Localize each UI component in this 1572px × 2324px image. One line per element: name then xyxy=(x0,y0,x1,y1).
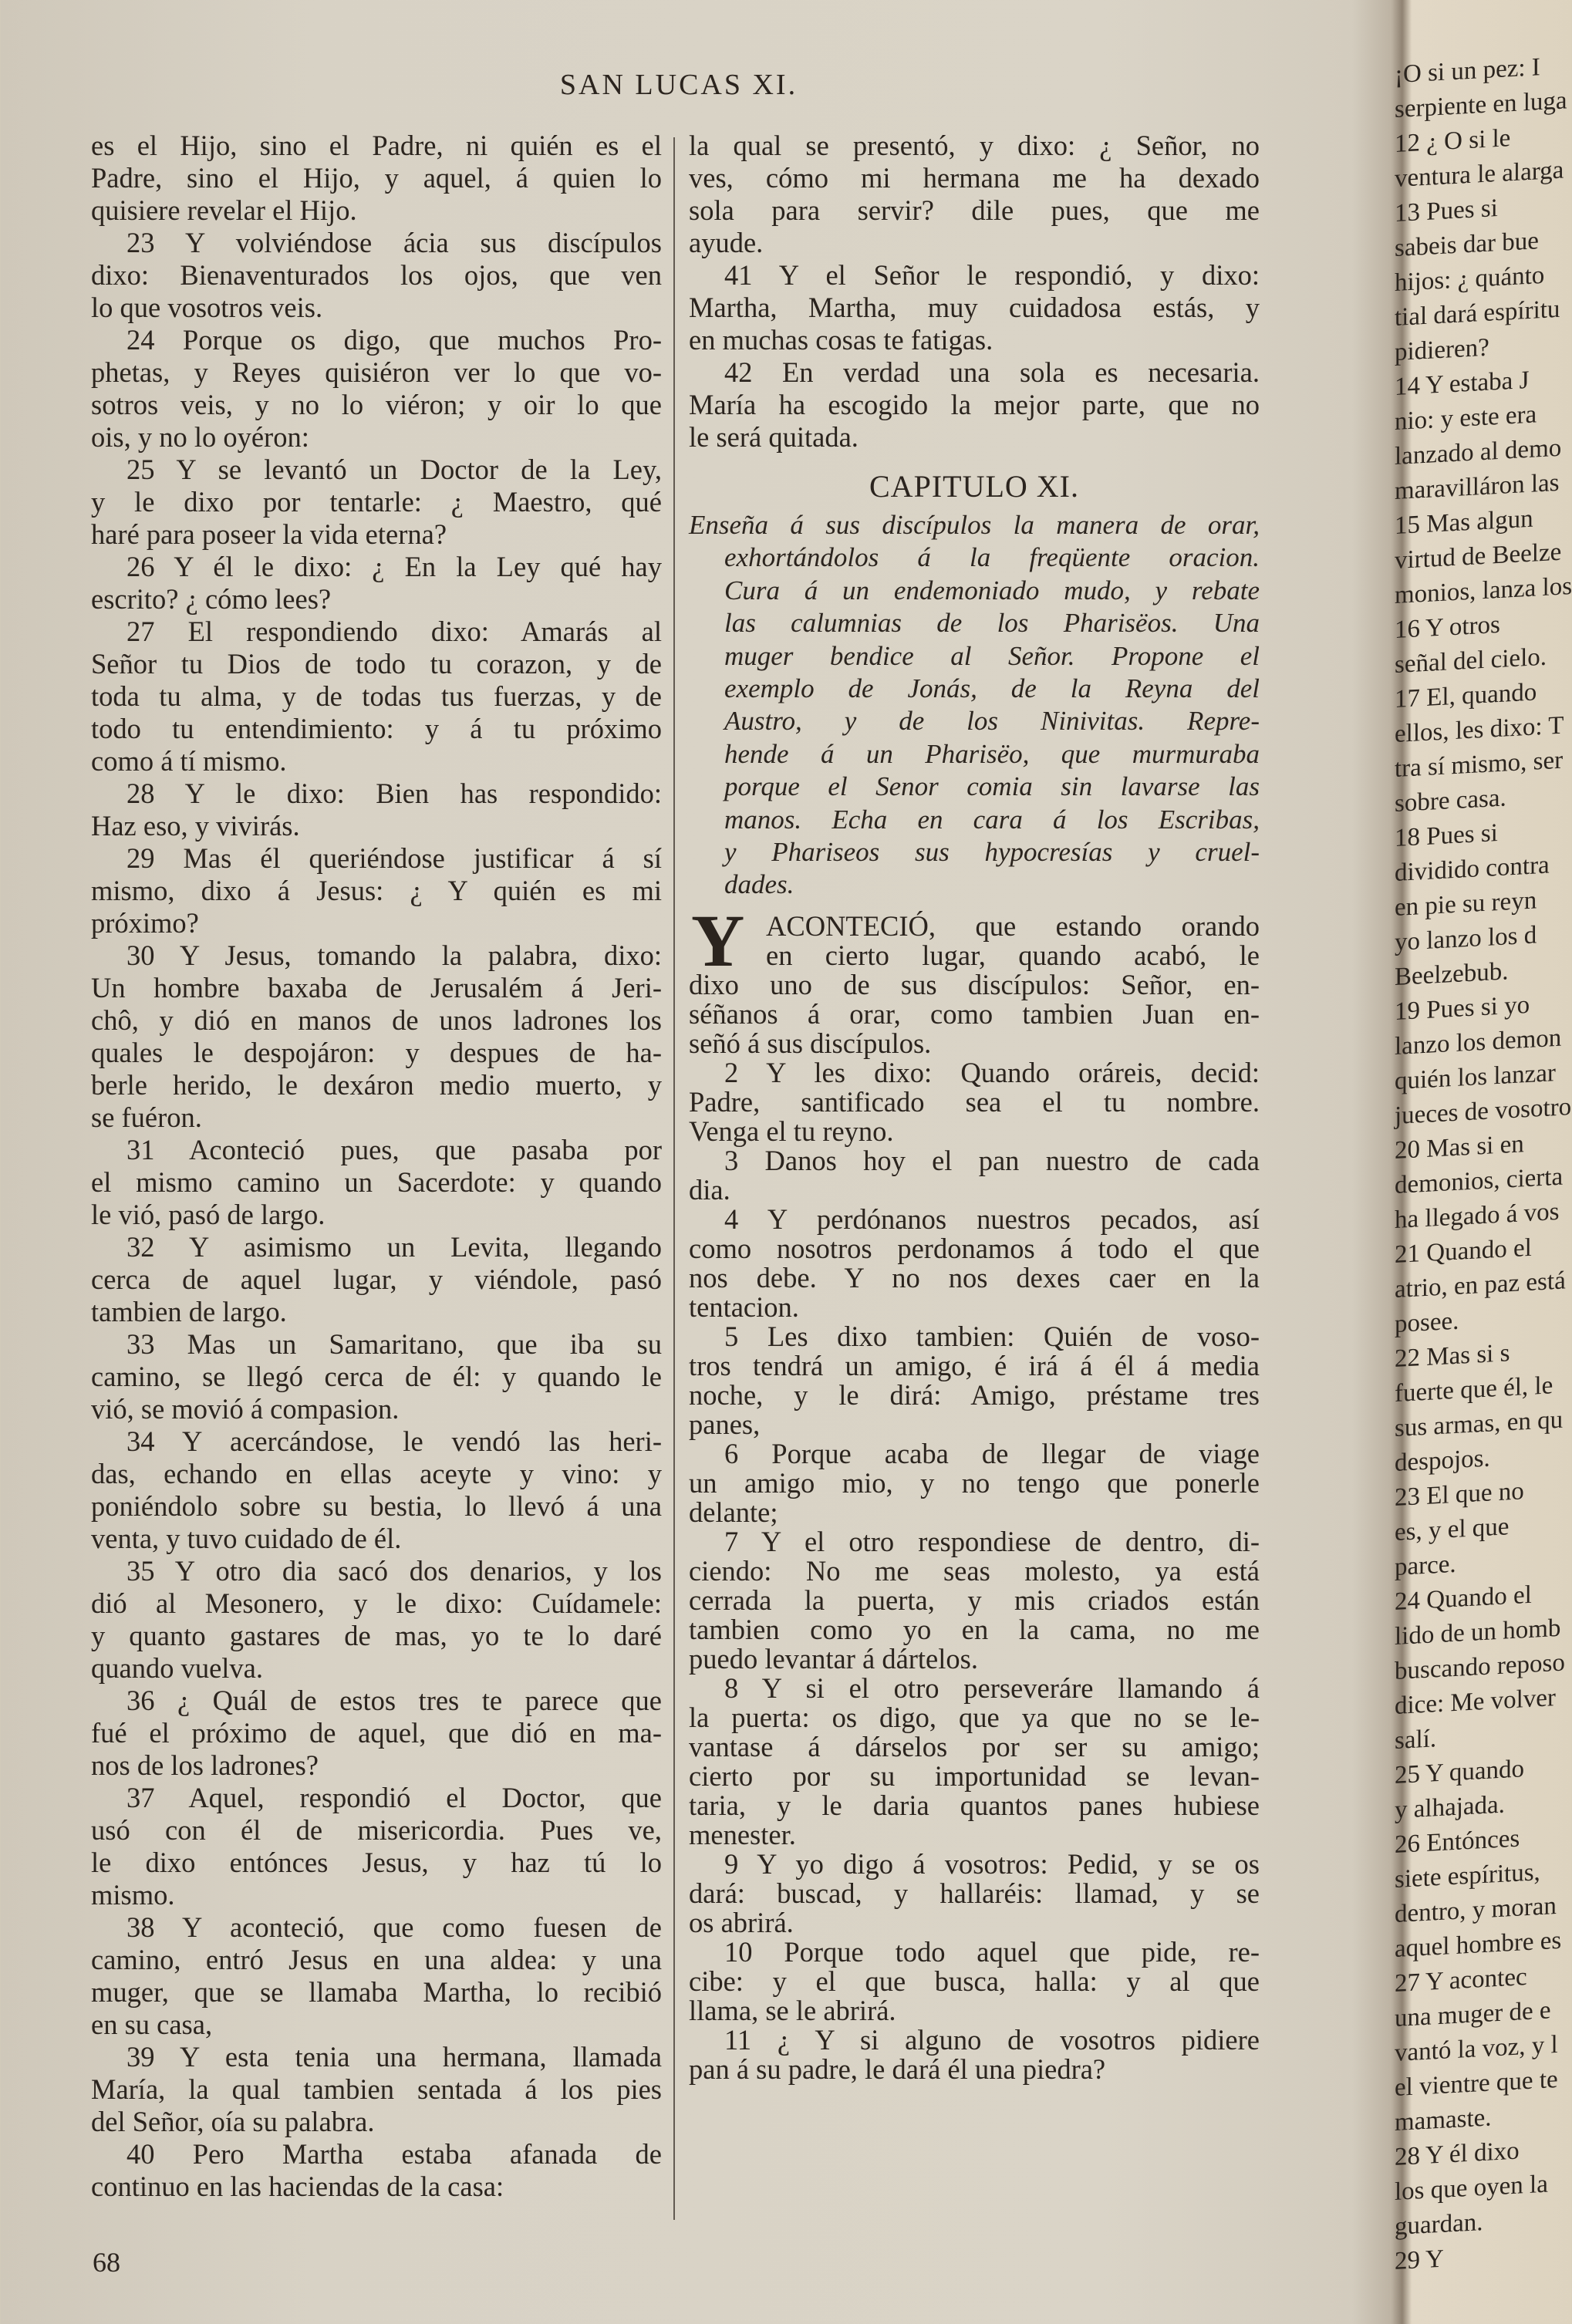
right-column-main-text xyxy=(689,899,1260,2085)
summary-line: exhortándolos á la freqüente oracion. xyxy=(724,542,1260,573)
text-line: camino, entró Jesus en una aldea: y una xyxy=(91,1944,662,1975)
text-line: 24 Porque os digo, que muchos Pro- xyxy=(127,324,662,356)
text-line: mismo. xyxy=(91,1879,175,1911)
facing-page-line: pidieren? xyxy=(1395,333,1489,367)
text-line: y le dixo por tentarle: ¿ Maestro, qué xyxy=(91,486,662,518)
text-line: os abrirá. xyxy=(689,1907,794,1938)
text-line: 33 Mas un Samaritano, que iba su xyxy=(127,1328,662,1360)
facing-page-line: hijos: ¿ quánto xyxy=(1395,261,1545,298)
facing-page-line: siete espíritus, xyxy=(1395,1858,1540,1894)
facing-page-line: una muger de e xyxy=(1395,1996,1551,2033)
text-line: taria, y le daria quantos panes hubiese xyxy=(689,1789,1260,1821)
text-line: un amigo mio, y no tengo que ponerle xyxy=(689,1467,1260,1499)
text-line: María, la qual tambien sentada á los pies xyxy=(91,2073,662,2105)
facing-page-line: ¡O si un pez: I xyxy=(1395,53,1540,89)
text-line: 35 Y otro dia sacó dos denarios, y los xyxy=(127,1555,662,1587)
text-line: le será quitada. xyxy=(689,421,859,453)
text-line: haré para poseer la vida eterna? xyxy=(91,518,447,550)
text-line: toda tu alma, y de todas tus fuerzas, y de xyxy=(91,680,662,712)
text-line: dará: buscad, y hallaréis: llamad, y se xyxy=(689,1877,1260,1909)
text-line: escrito? ¿ cómo lees? xyxy=(91,583,332,615)
text-line: phetas, y Reyes quisiéron ver lo que vo- xyxy=(91,356,662,388)
facing-page-line: parce. xyxy=(1395,1550,1456,1582)
text-line: cerrada la puerta, y mis criados están xyxy=(689,1584,1260,1616)
text-line: lo que vosotros veis. xyxy=(91,292,323,323)
facing-page-line: lido de un homb xyxy=(1395,1614,1561,1651)
opening-line: dixo uno de sus discípulos: Señor, en- xyxy=(689,969,1260,1000)
text-line: fué el próximo de aquel, que dió en ma- xyxy=(91,1717,662,1749)
text-line: 41 Y el Señor le respondió, y dixo: xyxy=(724,259,1260,291)
text-line: 29 Mas él queriéndose justificar á sí xyxy=(127,842,662,874)
summary-line: Austro, y de los Ninivitas. Repre- xyxy=(724,706,1260,737)
text-line: ciendo: No me seas molesto, ya está xyxy=(689,1555,1260,1587)
text-line: 40 Pero Martha estaba afanada de xyxy=(127,2138,662,2170)
text-line: 5 Les dixo tambien: Quién de voso- xyxy=(724,1321,1260,1352)
text-line: 11 ¿ Y si alguno de vosotros pidiere xyxy=(724,2024,1260,2056)
facing-page-line: monios, lanza los xyxy=(1395,572,1572,610)
facing-page-line: posee. xyxy=(1395,1307,1459,1339)
text-line: poniéndolo sobre su bestia, lo llevó á una xyxy=(91,1490,662,1522)
facing-page-line: en pie su reyn xyxy=(1395,886,1537,923)
text-line: nos de los ladrones? xyxy=(91,1749,319,1781)
facing-page-line: mamaste. xyxy=(1395,2103,1492,2137)
text-line: se fuéron. xyxy=(91,1101,202,1133)
facing-page-line: 26 Entónces xyxy=(1395,1824,1520,1860)
facing-page-line: lanzado al demo xyxy=(1395,433,1562,471)
opening-line: en cierto lugar, quando acabó, le xyxy=(766,939,1260,971)
text-line: venta, y tuvo cuidado de él. xyxy=(91,1523,402,1554)
facing-page-line: sus armas, en qu xyxy=(1395,1405,1564,1443)
text-line: sola para servir? dile pues, que me xyxy=(689,194,1260,226)
facing-page-line: ellos, les dixo: T xyxy=(1395,711,1564,749)
facing-page-line: demonios, cierta xyxy=(1395,1162,1564,1200)
facing-page-line: es, y el que xyxy=(1395,1513,1510,1547)
facing-page-line: ha llegado á vos xyxy=(1395,1197,1560,1235)
facing-page-line: 19 Pues si yo xyxy=(1395,990,1530,1027)
facing-page-line: 28 Y él dixo xyxy=(1395,2137,1520,2172)
facing-page-line: 12 ¿ O si le xyxy=(1395,124,1511,159)
facing-page-line: 17 El, quando xyxy=(1395,678,1537,714)
text-line: llama, se le abrirá. xyxy=(689,1995,896,2026)
text-line: le vió, pasó de largo. xyxy=(91,1199,326,1230)
text-line: muger, que se llamaba Martha, lo recibió xyxy=(91,1976,662,2008)
facing-page-line: 23 El que no xyxy=(1395,1477,1524,1513)
text-line: en su casa, xyxy=(91,2009,213,2040)
facing-page-line: ventura le alarga xyxy=(1395,156,1564,194)
opening-line: séñanos á orar, como tambien Juan en- xyxy=(689,998,1260,1030)
text-line: quisiere revelar el Hijo. xyxy=(91,194,357,226)
text-line: Padre, santificado sea el tu nombre. xyxy=(689,1086,1260,1118)
left-text-column xyxy=(91,130,662,2203)
text-line: 38 Y aconteció, que como fuesen de xyxy=(127,1911,662,1943)
text-line: la puerta: os digo, que ya que no se le- xyxy=(689,1702,1260,1733)
facing-page-line: salí. xyxy=(1395,1725,1437,1756)
text-line: 42 En verdad una sola es necesaria. xyxy=(724,356,1260,388)
facing-page-line: 16 Y otros xyxy=(1395,610,1500,645)
facing-page-line: Beelzebub. xyxy=(1395,957,1509,992)
summary-line: Cura á un endemoniado mudo, y rebate xyxy=(724,575,1260,605)
text-line: todo tu entendimiento: y á tu próximo xyxy=(91,713,662,744)
facing-page-edge xyxy=(1395,50,1572,2324)
text-line: camino, se llegó cerca de él: y quando le xyxy=(91,1361,662,1392)
text-line: chô, y dió en manos de unos ladrones los xyxy=(91,1004,662,1036)
opening-line: ACONTECIÓ, que estando orando xyxy=(766,910,1260,942)
facing-page-line: atrio, en paz está xyxy=(1395,1267,1566,1304)
facing-page-line: despojos. xyxy=(1395,1444,1490,1478)
facing-page-line: 13 Pues si xyxy=(1395,194,1498,228)
text-line: 31 Aconteció pues, que pasaba por xyxy=(127,1134,662,1165)
facing-page-line: 27 Y acontec xyxy=(1395,1963,1527,1999)
facing-page-line: yo lanzo los d xyxy=(1395,921,1537,957)
text-line: 2 Y les dixo: Quando oráreis, decid: xyxy=(724,1057,1260,1088)
text-line: sotros veis, y no lo viéron; y oir lo que xyxy=(91,389,662,420)
text-line: tros tendrá un amigo, é irá á él á media xyxy=(689,1350,1260,1381)
text-line: noche, y le dirá: Amigo, préstame tres xyxy=(689,1379,1260,1411)
text-line: Padre, sino el Hijo, y aquel, á quien lo xyxy=(91,162,662,194)
text-line: María ha escogido la mejor parte, que no xyxy=(689,389,1260,420)
right-column-top-text xyxy=(689,130,1260,454)
text-line: dixo: Bienaventurados los ojos, que ven xyxy=(91,259,662,291)
facing-page-line: y alhajada. xyxy=(1395,1790,1505,1825)
text-line: próximo? xyxy=(91,907,199,939)
text-line: pan á su padre, le dará él una piedra? xyxy=(689,2053,1106,2085)
text-line: Señor tu Dios de todo tu corazon, y de xyxy=(91,648,662,680)
opening-line: señó á sus discípulos. xyxy=(689,1027,932,1059)
text-line: 9 Y yo digo á vosotros: Pedid, y se os xyxy=(724,1848,1260,1880)
text-line: Martha, Martha, muy cuidadosa estás, y xyxy=(689,292,1260,323)
facing-page-line: guardan. xyxy=(1395,2208,1483,2241)
summary-line: dades. xyxy=(724,869,794,900)
text-line: 36 ¿ Quál de estos tres te parece que xyxy=(127,1685,662,1716)
text-line: cerca de aquel lugar, y viéndole, pasó xyxy=(91,1263,662,1295)
text-line: tambien de largo. xyxy=(91,1296,287,1327)
summary-line: manos. Echa en cara á los Escribas, xyxy=(724,804,1260,835)
text-line: la qual se presentó, y dixo: ¿ Señor, no xyxy=(689,130,1260,161)
text-line: quando vuelva. xyxy=(91,1652,263,1684)
facing-page-line: sobre casa. xyxy=(1395,784,1506,818)
text-line: del Señor, oía su palabra. xyxy=(91,2106,375,2137)
text-line: puedo levantar á dártelos. xyxy=(689,1643,978,1675)
text-line: berle herido, le dexáron medio muerto, y xyxy=(91,1069,662,1101)
page-number: 68 xyxy=(93,2247,120,2278)
chapter-summary xyxy=(689,509,1260,902)
text-line: cibe: y el que busca, halla: y al que xyxy=(689,1965,1260,1997)
facing-page-line: quién los lanzar xyxy=(1395,1059,1556,1096)
text-line: tentacion. xyxy=(689,1291,799,1323)
text-line: delante; xyxy=(689,1496,778,1528)
text-line: dió al Mesonero, y le dixo: Cuídamele: xyxy=(91,1587,662,1619)
text-line: 32 Y asimismo un Levita, llegando xyxy=(127,1231,662,1263)
text-line: 23 Y volviéndose ácia sus discípulos xyxy=(127,227,662,258)
text-line: panes, xyxy=(689,1408,761,1440)
facing-page-line: los que oyen la xyxy=(1395,2170,1548,2207)
summary-line: y Phariseos sus hypocresías y cruel- xyxy=(724,836,1260,867)
text-line: ayude. xyxy=(689,227,764,258)
facing-page-line: buscando reposo xyxy=(1395,1648,1565,1686)
text-line: 3 Danos hoy el pan nuestro de cada xyxy=(724,1145,1260,1176)
chapter-heading: CAPITULO XI. xyxy=(869,469,1079,504)
text-line: 25 Y se levantó un Doctor de la Ley, xyxy=(127,454,662,485)
facing-page-line: tra sí mismo, ser xyxy=(1395,746,1564,784)
text-line: le dixo entónces Jesus, y haz tú lo xyxy=(91,1847,662,1878)
summary-line: las calumnias de los Pharisëos. Una xyxy=(724,608,1260,639)
facing-page-line: fuerte que él, le xyxy=(1395,1371,1553,1408)
text-line: 37 Aquel, respondió el Doctor, que xyxy=(127,1782,662,1813)
text-line: 30 Y Jesus, tomando la palabra, dixo: xyxy=(127,939,662,971)
text-line: cierto por su importunidad se levan- xyxy=(689,1760,1260,1792)
text-line: 26 Y él le dixo: ¿ En la Ley qué hay xyxy=(127,551,662,582)
text-line: nos debe. Y no nos dexes caer en la xyxy=(689,1262,1260,1294)
facing-page-line: dice: Me volver xyxy=(1395,1684,1556,1721)
text-line: y quanto gastares de mas, yo te lo daré xyxy=(91,1620,662,1651)
facing-page-line: 20 Mas si en xyxy=(1395,1130,1524,1165)
text-line: vió, se movió á compasion. xyxy=(91,1393,400,1425)
text-line: continuo en las haciendas de la casa: xyxy=(91,2171,504,2202)
text-line: 27 El respondiendo dixo: Amarás al xyxy=(127,616,662,647)
summary-line: hende á un Pharisëo, que murmuraba xyxy=(724,738,1260,769)
facing-page-line: vantó la voz, y l xyxy=(1395,2030,1558,2068)
text-line: menester. xyxy=(689,1819,796,1850)
text-line: vantase á dárselos por ser su amigo; xyxy=(689,1731,1260,1762)
text-line: como á tí mismo. xyxy=(91,745,287,777)
facing-page-line: dentro, y moran xyxy=(1395,1892,1557,1929)
facing-page-line: sabeis dar bue xyxy=(1395,227,1539,263)
text-line: el mismo camino un Sacerdote: y quando xyxy=(91,1166,662,1198)
text-line: quales le despojáron: y despues de ha- xyxy=(91,1037,662,1068)
facing-page-line: tial dará espíritu xyxy=(1395,295,1560,332)
text-line: 39 Y esta tenia una hermana, llamada xyxy=(127,2041,662,2073)
summary-line: exemplo de Jonás, de la Reyna del xyxy=(724,673,1260,703)
facing-page-line: 15 Mas algun xyxy=(1395,504,1533,541)
text-line: 28 Y le dixo: Bien has respondido: xyxy=(127,777,662,809)
text-line: Un hombre baxaba de Jerusalém á Jeri- xyxy=(91,972,662,1003)
text-line: 4 Y perdónanos nuestros pecados, así xyxy=(724,1203,1260,1235)
running-header: SAN LUCAS XI. xyxy=(559,69,798,101)
text-line: ois, y no lo oyéron: xyxy=(91,421,309,453)
facing-page-line: jueces de vosotro xyxy=(1395,1093,1572,1131)
text-line: Haz eso, y vivirás. xyxy=(91,810,300,842)
column-divider xyxy=(673,137,675,2220)
facing-page-line: serpiente en luga xyxy=(1395,86,1567,124)
text-line: usó con él de misericordia. Pues ve, xyxy=(91,1814,662,1846)
facing-page-line: aquel hombre es xyxy=(1395,1926,1562,1964)
text-line: Venga el tu reyno. xyxy=(689,1115,894,1147)
text-line: 34 Y acercándose, le vendó las heri- xyxy=(127,1425,662,1457)
facing-page-line: 22 Mas si s xyxy=(1395,1339,1510,1374)
text-line: 7 Y el otro respondiese de dentro, di- xyxy=(724,1526,1260,1557)
text-line: ves, cómo mi hermana me ha dexado xyxy=(689,162,1260,194)
facing-page-line: 25 Y quando xyxy=(1395,1755,1525,1790)
text-line: es el Hijo, sino el Padre, ni quién es el xyxy=(91,130,662,161)
text-line: mismo, dixo á Jesus: ¿ Y quién es mi xyxy=(91,875,662,906)
summary-line: muger bendice al Señor. Propone el xyxy=(724,640,1260,671)
facing-page-line: dividido contra xyxy=(1395,851,1550,888)
facing-page-line: 18 Pues si xyxy=(1395,819,1498,853)
facing-page-line: 21 Quando el xyxy=(1395,1233,1532,1270)
facing-page-line: 24 Quando el xyxy=(1395,1580,1532,1617)
facing-page-line: el vientre que te xyxy=(1395,2065,1558,2103)
text-line: en muchas cosas te fatigas. xyxy=(689,324,993,356)
summary-line: Enseña á sus discípulos la manera de orar, xyxy=(689,510,1260,540)
drop-cap: Y xyxy=(691,899,745,982)
text-line: 8 Y si el otro perseveráre llamando á xyxy=(724,1672,1260,1704)
facing-page-line: lanzo los demon xyxy=(1395,1024,1562,1061)
text-line: tambien como yo en la cama, no me xyxy=(689,1614,1260,1645)
text-line: 6 Porque acaba de llegar de viage xyxy=(724,1438,1260,1469)
text-line: como nosotros perdonamos á todo el que xyxy=(689,1233,1260,1264)
facing-page-line: 29 Y xyxy=(1395,2245,1444,2276)
facing-page-line: 14 Y estaba J xyxy=(1395,366,1530,402)
facing-page-line: maravilláron las xyxy=(1395,468,1560,506)
facing-page-line: señal del cielo. xyxy=(1395,643,1547,680)
text-line: dia. xyxy=(689,1174,730,1206)
facing-page-line: virtud de Beelze xyxy=(1395,538,1562,575)
text-line: das, echando en ellas aceyte y vino: y xyxy=(91,1458,662,1489)
facing-page-line: nio: y este era xyxy=(1395,400,1537,437)
text-line: 10 Porque todo aquel que pide, re- xyxy=(724,1936,1260,1968)
summary-line: porque el Senor comia sin lavarse las xyxy=(724,771,1260,802)
